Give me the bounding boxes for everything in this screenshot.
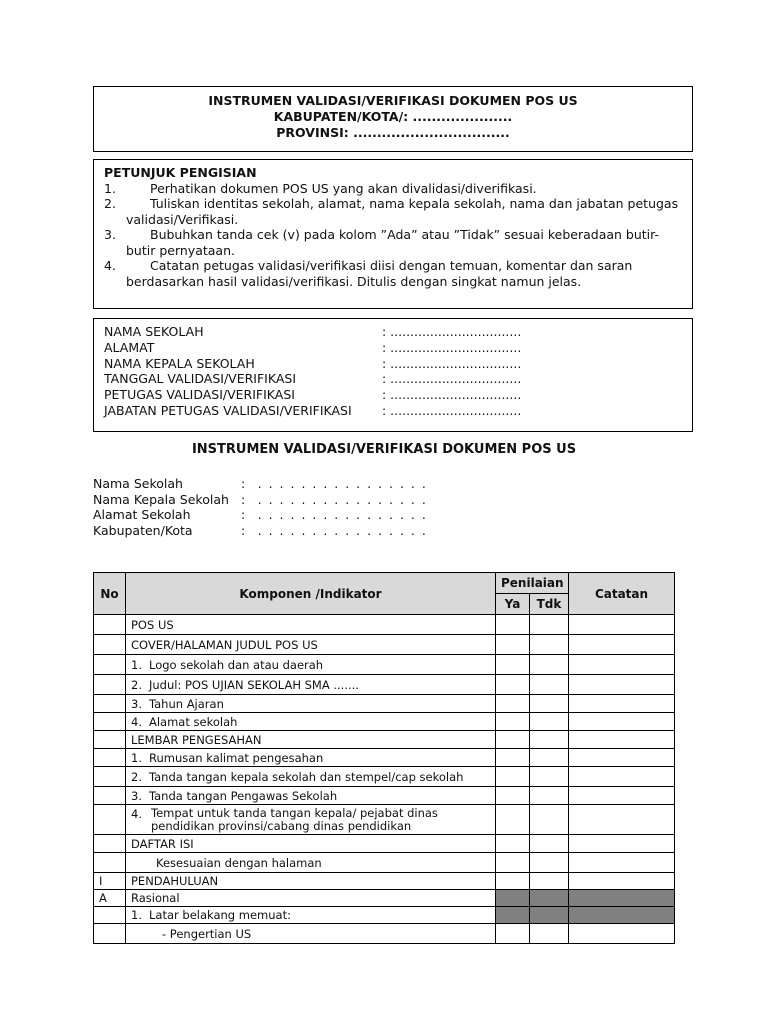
school-info-label: Kabupaten/Kota [93,522,193,538]
catatan-cell[interactable] [569,675,675,695]
table-row [94,695,675,713]
row-no [94,924,126,944]
petunjuk-section [93,159,693,309]
row-text: Tanda tangan kepala sekolah dan stempel/cap sekolah [149,769,464,784]
petunjuk-item [104,227,682,258]
ya-cell[interactable] [496,675,530,695]
catatan-cell-shaded [569,890,675,907]
table-row [94,713,675,731]
catatan-cell[interactable] [569,853,675,873]
instrument-title: INSTRUMEN VALIDASI/VERIFIKASI DOKUMEN POS US [191,442,577,457]
petunjuk-item [104,181,682,197]
row-number: 4. [131,714,142,729]
tdk-cell[interactable] [530,731,569,749]
row-no [94,675,126,695]
table-row [94,907,675,924]
row-cell [126,675,496,695]
ya-cell[interactable] [496,835,530,853]
tdk-cell[interactable] [530,615,569,635]
catatan-cell[interactable] [569,767,675,787]
identitas-section [93,318,693,432]
header-penilaian: Penilaian [496,573,569,594]
identitas-row [104,340,682,356]
row-no [94,635,126,655]
table-row [94,853,675,873]
petunjuk-item-number: 1. [104,180,116,196]
row-no [94,835,126,853]
table-row [94,635,675,655]
row-number: 4. [131,806,142,821]
table-row [94,873,675,890]
identitas-row [104,371,682,387]
row-no: A [94,890,126,907]
ya-cell[interactable] [496,695,530,713]
ya-cell-shaded [496,890,530,907]
row-number: 1. [131,657,142,672]
table-row [94,749,675,767]
ya-cell[interactable] [496,615,530,635]
header-title: INSTRUMEN VALIDASI/VERIFIKASI DOKUMEN POS US [208,93,578,108]
ya-cell[interactable] [496,749,530,767]
row-text: - Pengertian US [126,924,496,944]
tdk-cell[interactable] [530,655,569,675]
catatan-cell[interactable] [569,835,675,853]
tdk-cell[interactable] [530,713,569,731]
row-text: Rasional [126,890,496,907]
identitas-row [104,324,682,340]
catatan-cell[interactable] [569,731,675,749]
identitas-row [104,387,682,403]
ya-cell-shaded [496,907,530,924]
identitas-label: PETUGAS VALIDASI/VERIFIKASI [104,387,295,403]
identitas-value: : ................................. [382,402,522,418]
header-catatan: Catatan [569,573,675,615]
school-info-row [93,523,427,539]
row-no [94,907,126,924]
tdk-cell[interactable] [530,924,569,944]
row-text: Kesesuaian dengan halaman [126,853,496,873]
row-text: Alamat sekolah [149,714,238,729]
petunjuk-item-text: Perhatikan dokumen POS US yang akan divalidasi/diverifikasi. [150,180,537,196]
catatan-cell[interactable] [569,787,675,805]
petunjuk-title: PETUNJUK PENGISIAN [104,165,257,180]
ya-cell[interactable] [496,731,530,749]
row-no [94,655,126,675]
row-cell [126,805,496,835]
school-info [93,476,427,538]
school-info-row [93,476,427,492]
identitas-value: : ................................. [382,339,522,355]
identitas-value: : ................................. [382,324,522,339]
tdk-cell[interactable] [530,635,569,655]
petunjuk-item-number: 4. [104,258,116,273]
row-cell [126,695,496,713]
tdk-cell[interactable] [530,675,569,695]
ya-cell[interactable] [496,873,530,890]
table-row [94,675,675,695]
header-ya: Ya [496,594,530,615]
tdk-cell[interactable] [530,805,569,835]
row-number: 1. [131,908,142,922]
identitas-value: : ................................. [382,387,522,403]
row-no [94,713,126,731]
table-row [94,615,675,635]
row-no [94,731,126,749]
tdk-cell[interactable] [530,767,569,787]
table-row [94,835,675,853]
catatan-cell[interactable] [569,924,675,944]
row-text: Latar belakang memuat: [149,908,291,922]
tdk-cell[interactable] [530,835,569,853]
ya-cell[interactable] [496,635,530,655]
petunjuk-item-text: Bubuhkan tanda cek (v) pada kolom ”Ada” atau ”Tidak” sesuai keberadaan butir-butir pernyataan. [126,227,660,258]
catatan-cell[interactable] [569,655,675,675]
school-info-label: Alamat Sekolah [93,507,191,522]
row-number: 2. [131,769,142,784]
tdk-cell[interactable] [530,873,569,890]
row-no [94,787,126,805]
ya-cell[interactable] [496,853,530,873]
identitas-value: : ................................. [382,371,522,387]
row-no: I [94,873,126,890]
table-row [94,924,675,944]
row-cell [126,767,496,787]
table-row [94,655,675,675]
row-number: 3. [131,696,142,711]
school-info-label: Nama Kepala Sekolah [93,491,229,507]
row-cell [126,787,496,805]
header-kabupaten: KABUPATEN/KOTA/: ..................... [273,109,513,124]
catatan-cell[interactable] [569,749,675,767]
row-text: COVER/HALAMAN JUDUL POS US [126,635,496,655]
catatan-cell[interactable] [569,615,675,635]
ya-cell[interactable] [496,805,530,835]
table-row [94,890,675,907]
school-info-value: : . . . . . . . . . . . . . . . . [241,491,428,507]
row-text: PENDAHULUAN [126,873,496,890]
catatan-cell-shaded [569,907,675,924]
catatan-cell[interactable] [569,695,675,713]
tdk-cell[interactable] [530,749,569,767]
catatan-cell[interactable] [569,713,675,731]
petunjuk-item-number: 3. [104,227,116,242]
catatan-cell[interactable] [569,805,675,835]
row-cell [126,713,496,731]
tdk-cell-shaded [530,890,569,907]
row-no [94,749,126,767]
header-tdk: Tdk [530,594,569,615]
petunjuk-item [104,196,682,227]
row-no [94,853,126,873]
document-header [93,86,693,152]
row-number: 3. [131,788,142,803]
ya-cell[interactable] [496,767,530,787]
ya-cell[interactable] [496,655,530,675]
ya-cell[interactable] [496,713,530,731]
row-text: LEMBAR PENGESAHAN [126,731,496,749]
identitas-row [104,403,682,419]
tdk-cell[interactable] [530,787,569,805]
identitas-label: NAMA SEKOLAH [104,324,204,339]
identitas-label: ALAMAT [104,339,155,355]
petunjuk-item [104,258,682,289]
row-text: Tempat untuk tanda tangan kepala/ pejabat dinas pendidikan provinsi/cabang dinas pendidikan [151,805,438,833]
row-text: Judul: POS UJIAN SEKOLAH SMA ....... [149,677,359,692]
row-no [94,767,126,787]
row-no [94,695,126,713]
school-info-row [93,492,427,508]
ya-cell[interactable] [496,787,530,805]
catatan-cell[interactable] [569,873,675,890]
table-row [94,767,675,787]
petunjuk-item-text: Tuliskan identitas sekolah, alamat, nama kepala sekolah, nama dan jabatan petugas validasi/Verifikasi. [126,196,679,227]
header-provinsi: PROVINSI: ................................. [276,125,510,140]
identitas-label: JABATAN PETUGAS VALIDASI/VERIFIKASI [104,402,352,418]
identitas-label: NAMA KEPALA SEKOLAH [104,355,255,371]
school-info-row [93,507,427,523]
table-row [94,805,675,835]
row-number: 1. [131,750,142,765]
identitas-label: TANGGAL VALIDASI/VERIFIKASI [104,371,297,387]
row-text: Rumusan kalimat pengesahan [149,750,324,765]
row-cell [126,655,496,675]
header-komponen: Komponen /Indikator [126,573,496,615]
instrument-table [93,572,675,944]
school-info-value: : . . . . . . . . . . . . . . . . [241,476,428,491]
table-row [94,787,675,805]
row-no [94,805,126,835]
tdk-cell[interactable] [530,853,569,873]
row-text: Tahun Ajaran [149,696,224,711]
school-info-value: : . . . . . . . . . . . . . . . . [241,522,428,538]
row-cell [126,749,496,767]
row-text: POS US [126,615,496,635]
tdk-cell-shaded [530,907,569,924]
row-cell [126,907,496,924]
row-text: DAFTAR ISI [126,835,496,853]
ya-cell[interactable] [496,924,530,944]
row-text: Tanda tangan Pengawas Sekolah [149,788,338,803]
header-no: No [94,573,126,615]
catatan-cell[interactable] [569,635,675,655]
row-text: Logo sekolah dan atau daerah [149,657,324,672]
row-number: 2. [131,677,142,692]
row-no [94,615,126,635]
identitas-row [104,356,682,372]
school-info-label: Nama Sekolah [93,476,183,491]
identitas-value: : ................................. [382,355,522,371]
petunjuk-item-text: Catatan petugas validasi/verifikasi diisi dengan temuan, komentar dan saran berdasarkan hasil validasi/verifikasi. Ditulis dengan singkat namun jelas. [126,258,633,289]
table-row [94,731,675,749]
tdk-cell[interactable] [530,695,569,713]
petunjuk-item-number: 2. [104,196,116,211]
school-info-value: : . . . . . . . . . . . . . . . . [241,507,428,522]
